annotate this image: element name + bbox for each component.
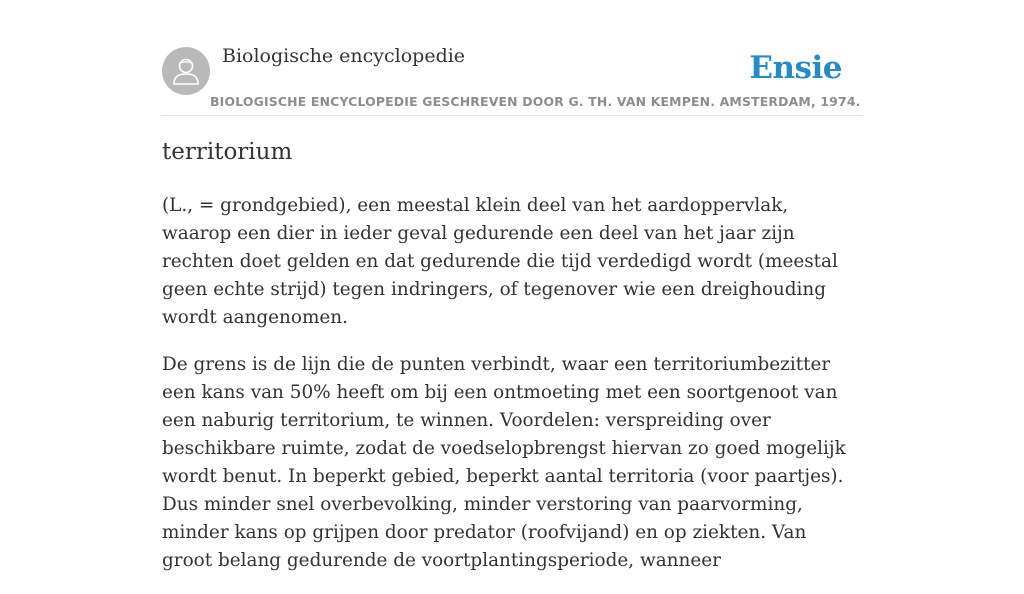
source-subtitle: BIOLOGISCHE ENCYCLOPEDIE GESCHREVEN DOOR G. TH. VAN KEMPEN. AMSTERDAM, 1974. xyxy=(210,94,861,109)
source-title[interactable]: Biologische encyclopedie xyxy=(222,45,466,67)
article-paragraph: De grens is de lijn die de punten verbindt, waar een territoriumbezitter een kans van 50% heeft om bij een ontmoeting met een soortgenoot van een naburig territorium, te winnen. Voordelen: verspreiding over beschikbare ruimte, zodat de voedselopbrengst hiervan zo goed mogelijk wordt benut. In beperkt gebied, beperkt aantal territoria (voor paartjes). Dus minder snel overbevolking, minder verstoring van paarvorming, minder kans op grijpen door predator (roofvijand) en op ziekten. Van groot belang gedurende de voortplantingsperiode, wanneer xyxy=(162,354,846,571)
user-placeholder-icon xyxy=(162,47,210,95)
content-container xyxy=(162,0,862,571)
source-avatar[interactable] xyxy=(162,47,210,95)
article-paragraph: (L., = grondgebied), een meestal klein deel van het aardoppervlak, waarop een dier in ieder geval gedurende een deel van het jaar zijn rechten doet gelden en dat gedurende die tijd verdedigd wordt (meestal geen echte strijd) tegen indringers, of tegenover wie een dreighouding wordt aangenomen. xyxy=(162,195,838,328)
ensie-logo[interactable]: Ensie xyxy=(749,50,842,86)
article-body xyxy=(162,192,862,594)
source-header xyxy=(162,0,862,116)
term-heading: territorium xyxy=(162,139,293,165)
